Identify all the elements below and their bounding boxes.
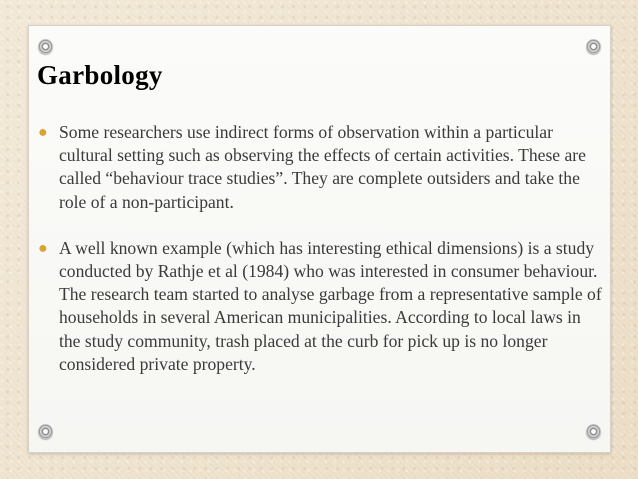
bullet-list [37, 121, 602, 376]
bullet-item [37, 237, 602, 376]
slide-card [28, 25, 611, 453]
pushpin-icon [38, 424, 53, 439]
bullet-text: A well known example (which has interesting ethical dimensions) is a study conducted by Rathje et al (1984) who was interested in consumer behaviour. The research team started to analyse garbage from a representative sample of households in several American municipalities. According to local laws in the study community, trash placed at the curb for pick up is no longer considered private property. [59, 237, 602, 374]
bullet-dot-icon: ● [38, 239, 48, 257]
bullet-dot-icon: ● [38, 124, 48, 141]
slide-title: Garbology [37, 60, 163, 90]
bullet-item [37, 121, 602, 214]
pushpin-icon [38, 39, 53, 54]
pushpin-icon [586, 39, 601, 54]
bullet-text: Some researchers use indirect forms of observation within a particular cultural setting such as observing the effects of certain activities. These are called “behaviour trace studies”. They are complete outsiders and take the role of a non-participant. [59, 122, 586, 212]
pushpin-icon [586, 424, 601, 439]
